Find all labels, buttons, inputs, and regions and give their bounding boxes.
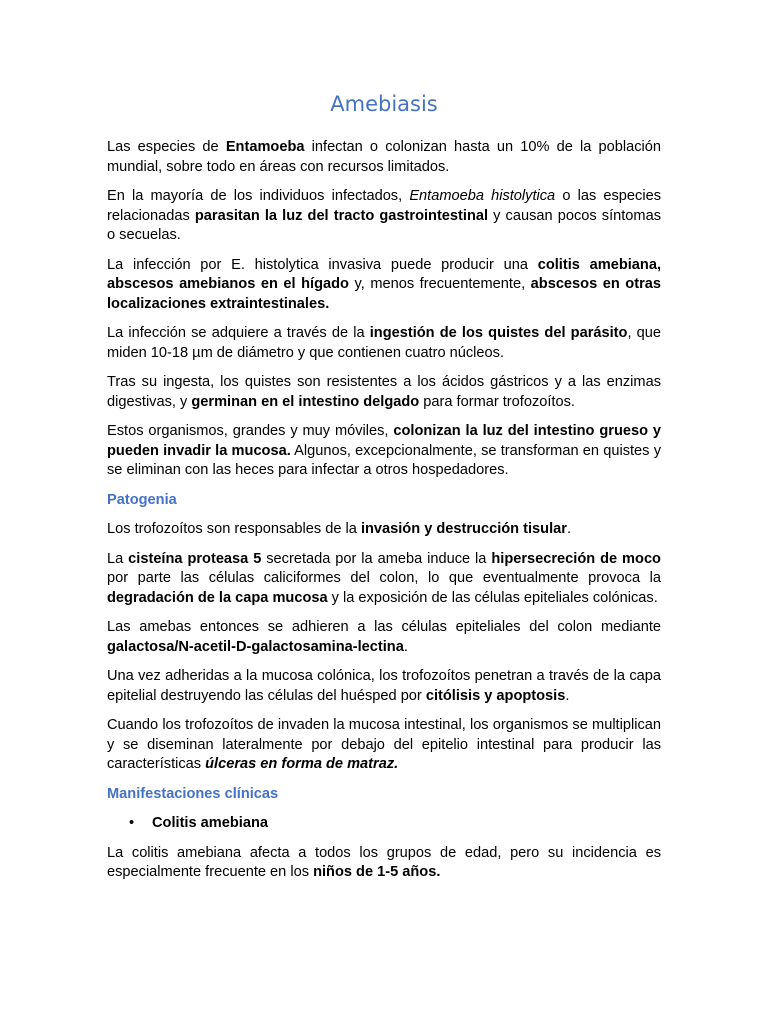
bold-text: colitis amebiana, abscesos amebianos en el hígado <box>107 256 661 292</box>
text-run: Algunos, excepcionalmente, se transforman en quistes y se eliminan con las heces para infectar a otros hospedadores. <box>107 442 661 478</box>
text-run: Estos organismos, grandes y muy móviles, <box>107 423 394 439</box>
paragraph <box>107 667 661 706</box>
text-run: Los trofozoítos son responsables de la <box>107 521 361 537</box>
bullet-list <box>107 814 661 834</box>
text-run: . <box>565 687 570 704</box>
bold-text: cisteína proteasa 5 <box>128 550 262 567</box>
text-run: para formar trofozoítos. <box>419 393 575 410</box>
document-title: Amebiasis <box>330 92 438 116</box>
bold-text: niños de 1-5 años. <box>313 864 441 880</box>
text-run: En la mayoría de los individuos infectados, <box>107 188 410 204</box>
paragraph <box>107 716 661 775</box>
paragraph <box>107 256 661 315</box>
paragraph <box>107 138 661 177</box>
section-heading-patogenia: Patogenia <box>107 491 177 508</box>
text-run: Tras su ingesta, los quistes son resistentes a los ácidos gástricos y a las enzimas digestivas, y <box>107 374 661 410</box>
patogenia-section <box>107 491 661 775</box>
bold-text: galactosa/N-acetil-D-galactosamina-lectina <box>107 638 404 655</box>
text-run: La infección por E. histolytica invasiva puede producir una <box>107 256 538 273</box>
paragraph <box>107 618 661 657</box>
list-item-label: Colitis amebiana <box>152 815 268 831</box>
text-run: y causan pocos síntomas o secuelas. <box>107 207 661 243</box>
bold-text: abscesos en otras localizaciones extraintestinales. <box>107 276 661 312</box>
text-run: secretada por la ameba induce la <box>261 550 492 567</box>
paragraph <box>107 422 661 481</box>
text-run: y, menos frecuentemente, <box>348 276 531 292</box>
bold-text: invasión y destrucción tisular <box>360 521 567 537</box>
bold-text: citólisis y apoptosis <box>425 687 566 704</box>
manifestaciones-section <box>107 785 661 883</box>
text-run: . <box>566 521 571 537</box>
paragraph <box>107 373 661 412</box>
bold-text: ingestión de los quistes del parásito <box>369 325 628 341</box>
paragraph <box>107 520 661 540</box>
text-run: Una vez adheridas a la mucosa colónica, los trofozoítos penetran a través de la capa epitelial destruyendo las células del huésped por <box>107 668 661 704</box>
text-run: Las especies de <box>107 139 226 155</box>
text-run: Cuando los trofozoítos de invaden la mucosa intestinal, los organismos se multiplican y se diseminan lateralmente por debajo del epitelio intestinal para producir las características <box>107 717 661 772</box>
paragraph <box>107 550 661 609</box>
section-heading-manifestaciones: Manifestaciones clínicas <box>107 785 279 802</box>
list-item <box>107 814 661 834</box>
intro-section <box>107 138 661 481</box>
bold-text: úlceras en forma de matraz. <box>205 756 399 772</box>
bold-text: colonizan la luz del intestino grueso y pueden invadir la mucosa. <box>107 423 661 459</box>
italic-text: Entamoeba histolytica <box>409 188 556 204</box>
paragraph <box>107 844 661 883</box>
text-run: La <box>107 550 129 567</box>
paragraph <box>107 324 661 363</box>
text-run: y la exposición de las células epiteliales colónicas. <box>327 589 658 606</box>
bold-text: Entamoeba <box>225 139 305 155</box>
document-page <box>107 88 661 893</box>
text-run: o las especies relacionadas <box>107 188 661 224</box>
text-run: , que miden 10-18 µm de diámetro y que contienen cuatro núcleos. <box>107 325 661 361</box>
text-run: La colitis amebiana afecta a todos los grupos de edad, pero su incidencia es especialmente frecuente en los <box>107 844 661 880</box>
text-run: . <box>403 638 408 655</box>
text-run: infectan o colonizan hasta un 10% de la población mundial, sobre todo en áreas con recursos limitados. <box>107 139 661 175</box>
bold-text: parasitan la luz del tracto gastrointestinal <box>194 207 489 224</box>
bold-text: hipersecreción de moco <box>491 550 661 567</box>
text-run: La infección se adquiere a través de la <box>107 325 370 341</box>
bold-text: degradación de la capa mucosa <box>107 589 328 606</box>
text-run: Las amebas entonces se adhieren a las células epiteliales del colon mediante <box>107 619 661 635</box>
text-run: por parte las células caliciformes del colon, lo que eventualmente provoca la <box>107 570 661 586</box>
bold-text: germinan en el intestino delgado <box>191 393 420 410</box>
bullet-icon: • <box>129 815 135 831</box>
paragraph <box>107 187 661 246</box>
